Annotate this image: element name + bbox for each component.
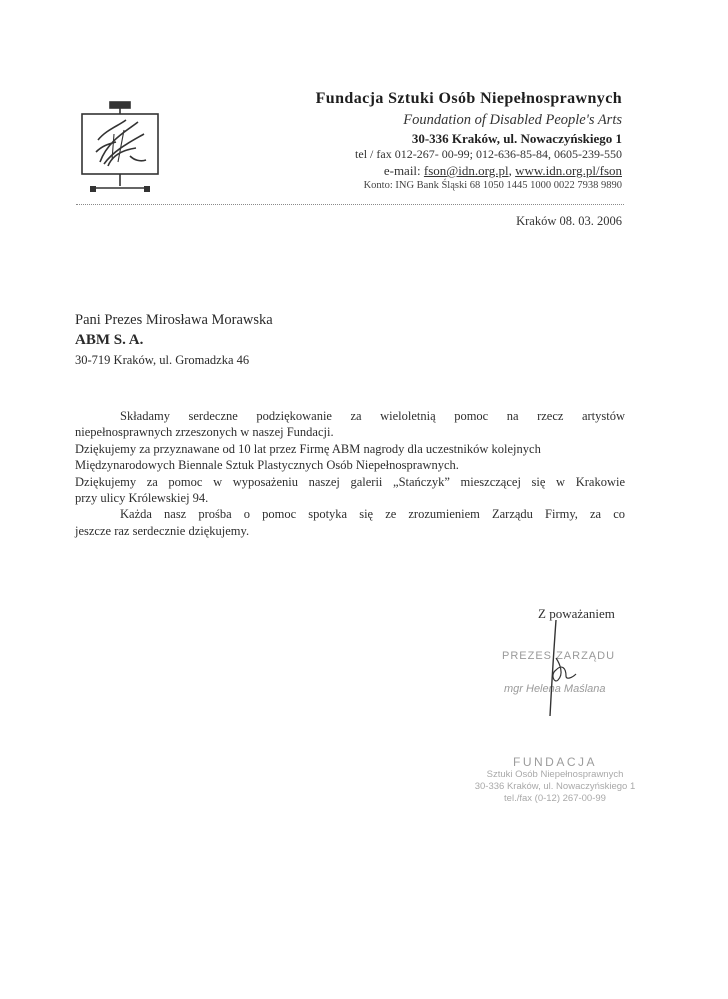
org-phone: tel / fax 012-267- 00-99; 012-636-85-84, 0605-239-550 [355, 147, 622, 161]
stamp-title: PREZES ZARZĄDU [502, 650, 616, 662]
org-contact [384, 163, 622, 179]
contact-separator: , [508, 163, 516, 178]
stamp2-line2: 30-336 Kraków, ul. Nowaczyńskiego 1 [474, 781, 636, 792]
recipient-company: ABM S. A. [75, 332, 144, 348]
body-p3-line2: przy ulicy Królewskiej 94. [75, 491, 209, 506]
body-p1-line1: Składamy serdeczne podziękowanie za wieloletnią pomoc na rzecz artystów [120, 409, 625, 423]
foundation-stamp [470, 755, 640, 805]
recipient-block [75, 310, 273, 370]
letter-body [75, 408, 625, 539]
email-prefix: e-mail: [383, 163, 424, 178]
stamp2-title: FUNDACJA [512, 755, 597, 769]
email-link[interactable]: fson@idn.org.pl [423, 163, 509, 178]
org-address: 30-336 Kraków, ul. Nowaczyńskiego 1 [411, 131, 622, 146]
recipient-address: 30-719 Kraków, ul. Gromadzka 46 [75, 353, 250, 367]
handwritten-signature [536, 618, 606, 718]
body-p3-line1: Dziękujemy za pomoc w wyposażeniu naszej galerii „Stańczyk” mieszczącej się w Krakowie [75, 474, 625, 489]
closing-salutation: Z poważaniem [538, 606, 615, 621]
body-p1-line2: niepełnosprawnych zrzeszonych w naszej Fundacji. [75, 425, 334, 440]
header-divider [76, 204, 624, 205]
website-link[interactable]: www.idn.org.pl/fson [515, 163, 622, 178]
foundation-logo [78, 100, 162, 196]
org-name-en: Foundation of Disabled People's Arts [403, 112, 622, 128]
stamp2-line1: Sztuki Osób Niepełnosprawnych [486, 769, 624, 780]
org-name-pl: Fundacja Sztuki Osób Niepełnosprawnych [315, 90, 622, 107]
letter-date: Kraków 08. 03. 2006 [516, 214, 622, 228]
body-p4-line1: Każda nasz prośba o pomoc spotyka się ze zrozumieniem Zarządu Firmy, za co [120, 507, 625, 522]
body-p2: Dziękujemy za przyznawane od 10 lat przez Firmę ABM nagrody dla uczestników kolejnych Międzynarodowych Biennale Sztuk Plastycznych Osób Niepełnosprawnych. [75, 441, 541, 473]
stamp-signatory-name: mgr Helena Maślana [504, 683, 606, 695]
recipient-name: Pani Prezes Mirosława Morawska [75, 312, 273, 328]
stamp2-line3: tel./fax (0-12) 267-00-99 [504, 793, 606, 804]
org-bank-account: Konto: ING Bank Śląski 68 1050 1445 1000 0022 7938 9890 [363, 180, 622, 191]
body-p4-line2: jeszcze raz serdecznie dziękujemy. [75, 523, 250, 538]
